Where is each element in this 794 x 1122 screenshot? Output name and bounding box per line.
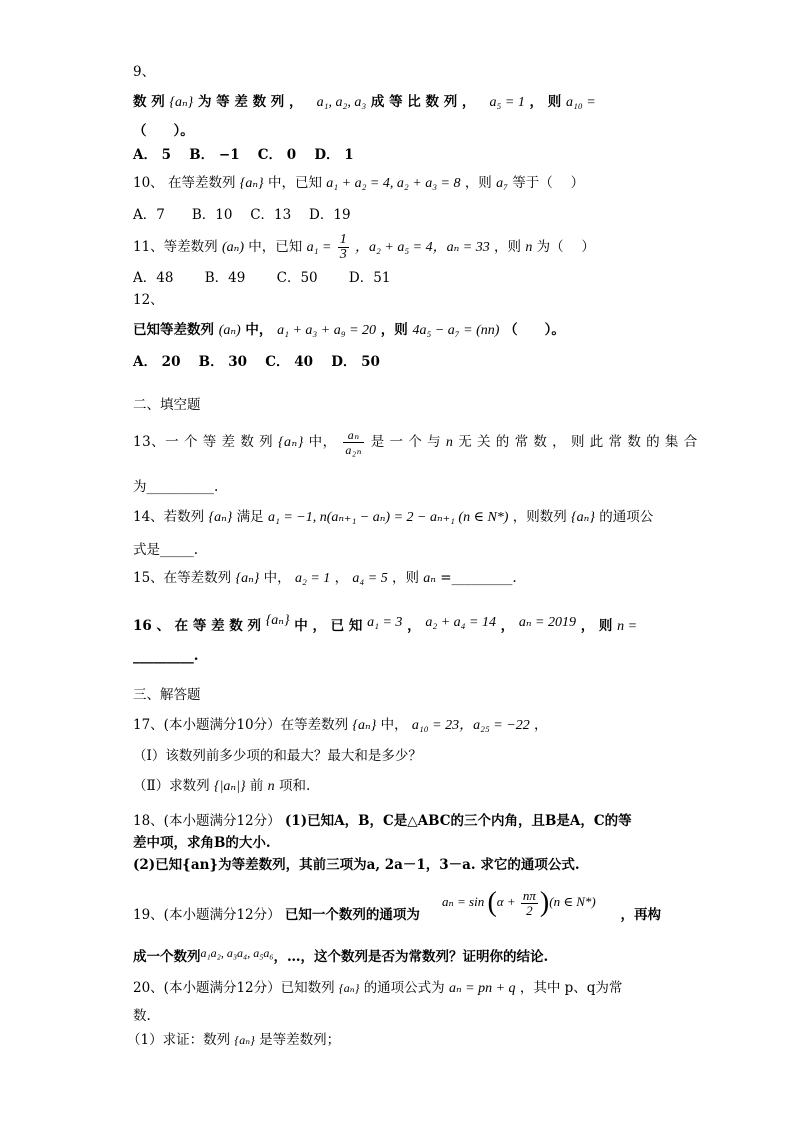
q14-text-c: ，则数列 [512, 509, 567, 525]
q20-stem [133, 978, 622, 999]
q16-stem [133, 613, 638, 637]
q19-frac-den: 2 [526, 902, 533, 918]
q12-an: (aₙ) [218, 323, 241, 338]
q9-text-c: 成 等 比 数 列 ， [370, 94, 476, 110]
q20-line3-an: {aₙ} [234, 1033, 255, 1047]
q19-line2-text-a: 成一个数列 [133, 949, 201, 965]
q10-cond: a₁ + a₂ = 4, a₂ + a₃ = 8 [326, 176, 461, 191]
q16-line2: _________. [133, 648, 199, 664]
q20-line3-text-a: （1）求证：数列 [127, 1032, 231, 1048]
q14-stem [133, 507, 653, 528]
q18-line2: 差中项，求角B的大小. [133, 835, 271, 851]
q16-an: {aₙ} [265, 613, 290, 628]
q9-stem [133, 92, 596, 113]
q11-an: (aₙ) [221, 240, 244, 255]
q9-an: {aₙ} [169, 95, 194, 110]
q9-text-a: 数 列 [133, 94, 165, 110]
q17-part2 [133, 776, 310, 797]
q13-stem [133, 425, 698, 460]
q12-number: 12、 [133, 292, 164, 308]
q15-text-b: 中， [263, 570, 291, 586]
q17-p2-n: n [267, 779, 275, 794]
q12-ask: 4a₅ − a₇ = (nn) [412, 323, 500, 338]
q9-blank: （ ）。 [133, 123, 194, 139]
q9-text-b: 为 等 差 数 列 ， [197, 94, 303, 110]
q12-text-c: ，则 [380, 322, 408, 338]
q11-frac-num: 1 [339, 232, 347, 247]
q17-text-a: 17、(本小题满分10分）在等差数列 [133, 717, 349, 733]
q16-text-b: 中 ， 已 知 [294, 618, 363, 634]
q10-text-a: 10、 在等差数列 [133, 175, 236, 191]
q16-sep: ， [407, 618, 421, 634]
q10-an: {aₙ} [239, 176, 264, 191]
q17-text-b: 中， [380, 717, 408, 733]
q19-text-c: ，再构 [620, 907, 661, 923]
q16-c3: aₙ = 2019 [518, 615, 576, 630]
q11-n: n [525, 240, 533, 255]
q12-options: A． 20 B． 30 C． 40 D． 50 [133, 354, 380, 370]
q15-sep: ， [334, 570, 349, 586]
section-fill-in: 二、填空题 [133, 397, 201, 413]
q19-formula-a: aₙ = sin [442, 894, 485, 909]
q19-text-a: 19、(本小题满分12分） [133, 907, 281, 923]
q16-ask: n = [617, 619, 638, 634]
q14-an2: {aₙ} [571, 510, 595, 525]
q11-options: A．48 B．49 C．50 D．51 [133, 270, 391, 286]
q11-text-a: 11、等差数列 [133, 239, 218, 255]
q18-stem [133, 811, 632, 831]
q16-sep2: ， [500, 618, 515, 634]
q13-fraction [343, 428, 364, 457]
q10-options: A．7 B．10 C．13 D．19 [133, 207, 351, 223]
q14-an: {aₙ} [208, 510, 233, 525]
q19-paren-open: ( [487, 887, 497, 919]
q17-stem [133, 715, 548, 736]
q19-stem [133, 902, 661, 925]
q14-text-b: 满足 [236, 509, 264, 525]
q17-p2-text-c: 项和. [278, 778, 311, 794]
q20-cond: aₙ = pn + q [448, 981, 516, 996]
q17-cond: a₁₀ = 23，a₂₅ = −22 [411, 718, 530, 733]
q19-line2-text-b: ，…，这个数列是否为常数列？证明你的结论. [273, 949, 549, 965]
q19-paren-close: ) [539, 887, 550, 919]
q19-formula-b: α + [496, 894, 516, 909]
q19-line2-terms: a₁a₂, a₃a₄, a₅a₆ [200, 946, 274, 960]
q19-frac-num: nπ [522, 887, 536, 903]
q11-a1: a₁ = [306, 240, 332, 255]
q13-text-c: 是 一 个 与 [370, 434, 442, 450]
q16-text-a: 16 、 在 等 差 数 列 [133, 618, 261, 634]
q13-text-d: 无 关 的 常 数 ， 则 此 常 数 的 集 合 [458, 434, 698, 450]
q10-text-d: 等于（ ） [512, 175, 585, 191]
q13-line2: 为__________. [133, 479, 219, 495]
q18-text-a: 18、(本小题满分12分） [133, 813, 281, 829]
q17-part1: （Ⅰ）该数列前多少项的和最大？最大和是多少？ [133, 748, 422, 764]
q9-options: A． 5 B． −1 C． 0 D． 1 [133, 147, 354, 163]
q17-p2-abs: {|aₙ|} [213, 779, 246, 794]
q20-text-c: ，其中 p、q为常 [519, 980, 623, 996]
q18-line3: (2)已知{an}为等差数列，其前三项为a, 2a－1，3－a. 求它的通项公式. [133, 857, 580, 873]
q11-text-d: 为（ ） [536, 239, 595, 255]
q13-frac-den: a₂ₙ [345, 443, 362, 457]
q17-p2-text-b: 前 [249, 778, 264, 794]
q15-text-a: 15、在等差数列 [133, 570, 232, 586]
q19-line2 [133, 947, 548, 967]
q11-frac-den: 3 [339, 247, 347, 262]
q20-text-a: 20、(本小题满分12分）已知数列 [133, 980, 335, 996]
q19-text-b: 已知一个数列的通项为 [284, 907, 420, 923]
q15-text-d: =_________. [440, 570, 517, 586]
q20-an: {aₙ} [338, 981, 360, 995]
q14-text-a: 14、若数列 [133, 509, 205, 525]
q9-ask: a₁₀ = [565, 95, 596, 110]
q9-number: 9、 [133, 64, 156, 80]
q9-cond: a₅ = 1 [489, 95, 525, 110]
q13-text-a: 13、一 个 等 差 数 列 [133, 434, 274, 450]
q11-stem [133, 230, 595, 265]
q12-stem [133, 320, 565, 341]
q14-text-d: 的通项公 [599, 509, 654, 525]
q11-fraction [338, 233, 349, 262]
q17-text-c: ， [534, 717, 548, 733]
q15-cond: a₂ = 1 [294, 571, 331, 586]
q9-terms: a₁, a₂, a₃ [316, 95, 367, 110]
q16-c2: a₂ + a₄ = 14 [425, 615, 496, 630]
q14-line2: 式是_____. [133, 542, 199, 558]
q13-text-b: 中， [308, 434, 337, 450]
q10-ask: a₇ [496, 176, 508, 191]
q20-line3 [127, 1030, 340, 1050]
q18-text-b: (1)已知A，B，C是△ABC的三个内角，且B是A，C的等 [284, 813, 632, 829]
q11-text-b: 中，已知 [248, 239, 303, 255]
q11-text-c: ，则 [494, 239, 522, 255]
q20-line3-text-b: 是等差数列； [259, 1032, 341, 1048]
q10-text-b: 中，已知 [267, 175, 322, 191]
q17-p2-text-a: （Ⅱ）求数列 [133, 778, 210, 794]
q15-cond2: a₄ = 5 [352, 571, 388, 586]
q10-text-c: ，则 [464, 175, 492, 191]
q12-text-a: 已知等差数列 [133, 322, 214, 338]
q20-text-b: 的通项公式为 [363, 980, 445, 996]
q16-c1: a₁ = 3 [367, 615, 403, 630]
q9-text-d: ， 则 [529, 94, 562, 110]
q19-formula-c: (n ∈ N*) [549, 894, 596, 909]
q11-cond2: ，a₂ + a₅ = 4，aₙ = 33 [355, 240, 490, 255]
q13-n: n [445, 435, 454, 450]
q12-cond: a₁ + a₃ + a₉ = 20 [277, 323, 377, 338]
q15-stem [133, 568, 517, 589]
q13-an: {aₙ} [277, 435, 304, 450]
q12-text-b: 中， [245, 322, 273, 338]
q15-ask: aₙ [423, 571, 436, 586]
q12-text-d: （ ）。 [504, 322, 565, 338]
q10-stem [133, 173, 584, 194]
q13-frac-num: aₙ [343, 428, 364, 443]
q15-an: {aₙ} [235, 571, 260, 586]
section-answer: 三、解答题 [133, 687, 201, 703]
q16-text-c: ， 则 [580, 618, 613, 634]
q15-text-c: ，则 [392, 570, 419, 586]
q17-an: {aₙ} [352, 718, 377, 733]
q14-cond: a₁ = −1, n(aₙ₊₁ − aₙ) = 2 − aₙ₊₁ (n ∈ N*) [267, 510, 509, 525]
q20-line2: 数. [133, 1008, 151, 1024]
